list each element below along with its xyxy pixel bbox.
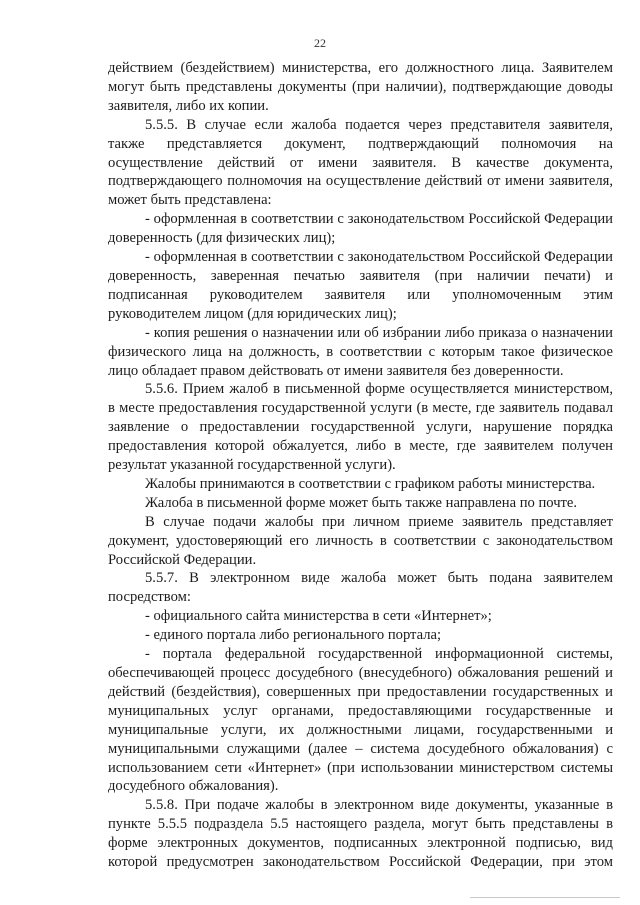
bottom-divider bbox=[470, 897, 620, 898]
list-item-power-of-attorney-individuals: - оформленная в соответствии с законодательством Российской Федерации доверенность (для физических лиц); bbox=[108, 211, 613, 247]
paragraph-schedule: Жалобы принимаются в соответствии с графиком работы министерства. bbox=[145, 475, 596, 492]
list-item-power-of-attorney-legal-entities: - оформленная в соответствии с законодательством Российской Федерации доверенность, заверенная печатью заявителя (при наличии печати) и подписанная руководителем заявителя или уполномоченным этим руководителем лицом (для юридических лиц); bbox=[108, 249, 613, 322]
paragraph-5-5-6: 5.5.6. Прием жалоб в письменной форме осуществляется министерством, в месте предоставления государственной услуги (в месте, где заявитель подавал заявление о предоставлении государственной услуги, нарушение порядка предоставления которой обжалуется, либо в месте, где заявителем получен результат указанной государственной услуги). bbox=[108, 381, 613, 474]
paragraph-5-5-7: 5.5.7. В электронном виде жалоба может быть подана заявителем посредством: bbox=[108, 570, 613, 606]
list-item-federal-portal: - портала федеральной государственной информационной системы, обеспечивающей процесс досудебного (внесудебного) обжалования решений и действий (бездействия), совершенных при предоставлении государственных и муниципальных услуг органами, предоставляющими государственные и муниципальные услуги, их должностными лицами, государственными и муниципальными служащими (далее – система досудебного обжалования) с использованием сети «Интернет» (при использовании министерством системы досудебного обжалования). bbox=[108, 646, 613, 795]
paragraph-continuation: действием (бездействием) министерства, его должностного лица. Заявителем могут быть представлены документы (при наличии), подтверждающие доводы заявителя, либо их копии. bbox=[108, 60, 613, 114]
list-item-unified-portal: - единого портала либо регионального портала; bbox=[145, 627, 442, 644]
page-number: 22 bbox=[314, 36, 326, 50]
list-item-appointment-decision-copy: - копия решения о назначении или об избрании либо приказа о назначении физического лица на должность, в соответствии с которым такое физическое лицо обладает правом действовать от имени заявителя без доверенности. bbox=[108, 324, 613, 379]
document-body bbox=[108, 59, 613, 872]
paragraph-5-5-5: 5.5.5. В случае если жалоба подается через представителя заявителя, также представляется документ, подтверждающий полномочия на осуществление действий от имени заявителя. В качестве документа, подтверждающего полномочия на осуществление действий от имени заявителя, может быть представлена: bbox=[108, 116, 613, 209]
list-item-official-site: - официального сайта министерства в сети «Интернет»; bbox=[145, 608, 492, 625]
paragraph-personal-reception: В случае подачи жалобы при личном приеме заявитель представляет документ, удостоверяющий его личность в соответствии с законодательством Российской Федерации. bbox=[108, 513, 613, 568]
paragraph-5-5-8: 5.5.8. При подаче жалобы в электронном виде документы, указанные в пункте 5.5.5 подраздела 5.5 настоящего раздела, могут быть представлены в форме электронных документов, подписанных электронной подписью, вид которой предусмотрен законодательством Российской Федерации, при этом bbox=[108, 797, 613, 871]
paragraph-by-mail: Жалоба в письменной форме может быть также направлена по почте. bbox=[145, 494, 578, 511]
